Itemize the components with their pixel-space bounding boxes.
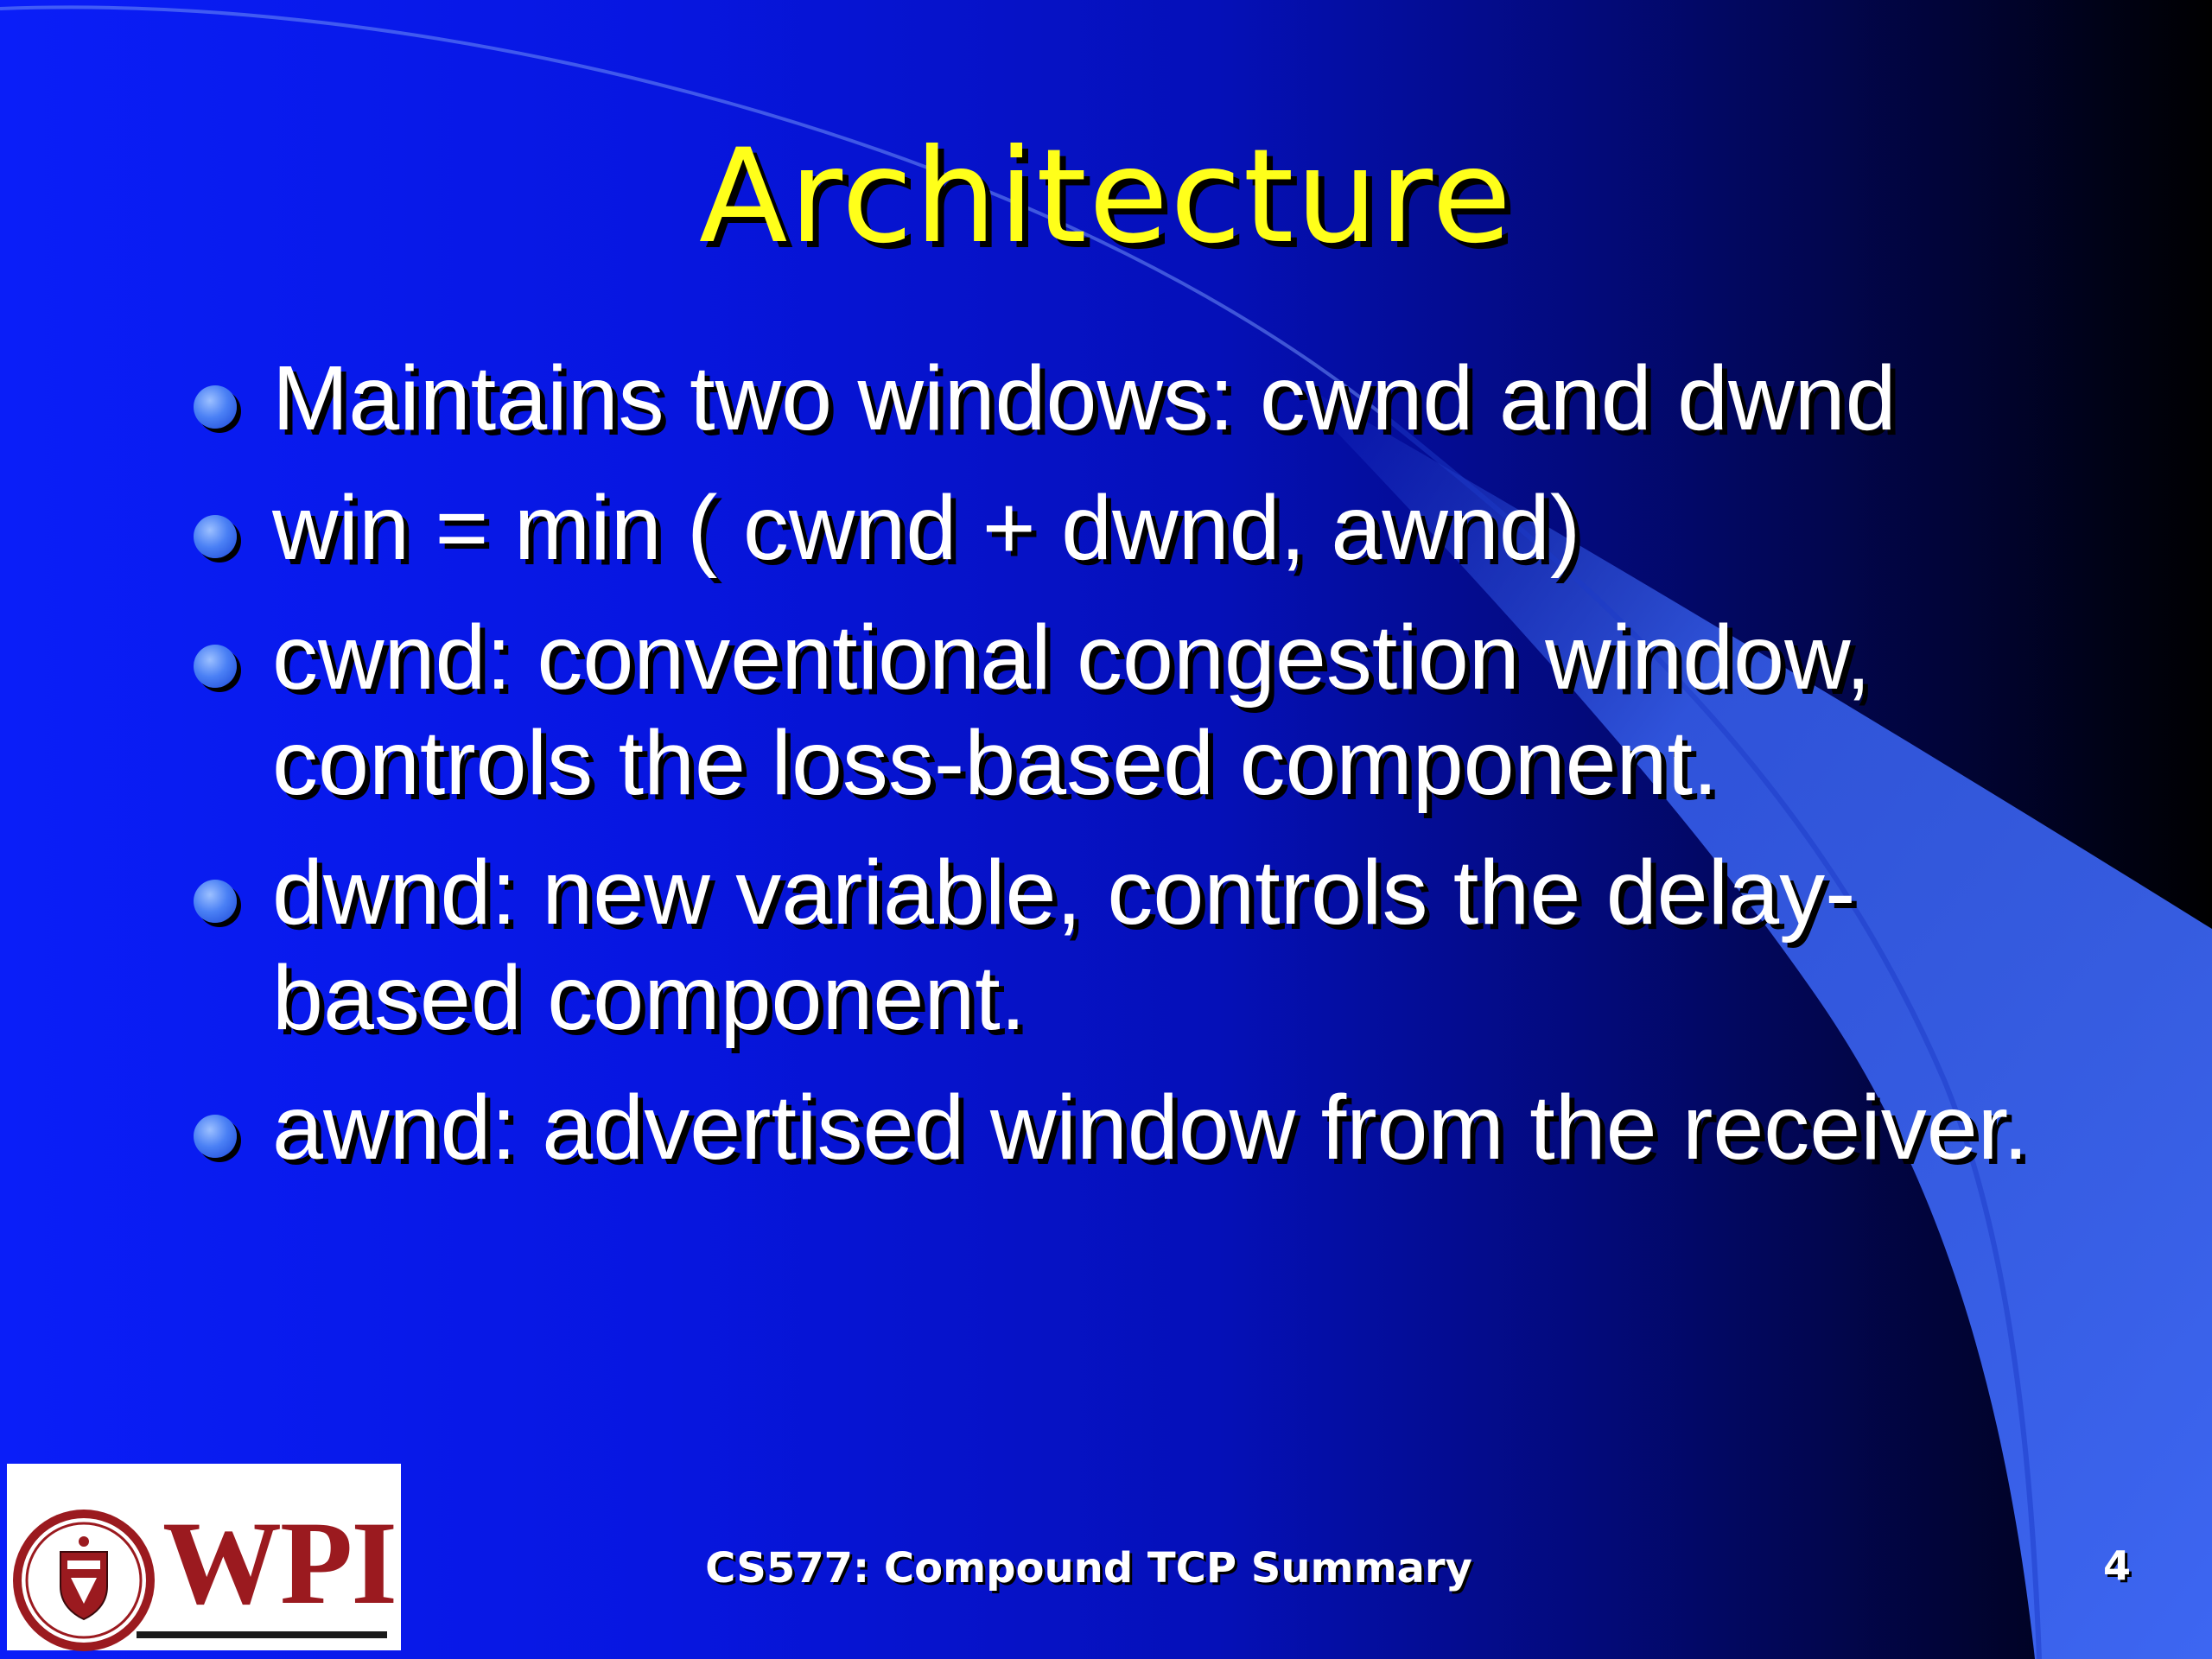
wpi-wordmark: WPI (162, 1497, 396, 1629)
bullet-item (190, 346, 2091, 451)
bullet-item (190, 840, 2091, 1051)
bullet-dot-icon (194, 385, 237, 429)
bullet-item (190, 1075, 2091, 1180)
bullet-item (190, 475, 2091, 581)
bullet-dot-icon (194, 1115, 237, 1158)
slide-title: Architecture (698, 122, 1514, 272)
bullet-item (190, 605, 2091, 816)
bullet-dot-icon (194, 645, 237, 688)
bullet-text: awnd: advertised window from the receiver. (272, 1077, 2029, 1179)
bullet-text: win = min ( cwnd + dwnd, awnd) (272, 477, 1581, 579)
slide-footer: CS577: Compound TCP Summary (705, 1544, 1472, 1592)
slide-number: 4 (2102, 1542, 2131, 1589)
bullet-text: dwnd: new variable, controls the delay-based component. (272, 842, 1856, 1049)
bullet-list (190, 346, 2091, 1205)
logo-underline (137, 1631, 387, 1638)
bullet-text: Maintains two windows: cwnd and dwnd (272, 347, 1897, 449)
bullet-dot-icon (194, 515, 237, 558)
bullet-dot-icon (194, 880, 237, 923)
bullet-text: cwnd: conventional congestion window, controls the loss-based component. (272, 607, 1872, 814)
